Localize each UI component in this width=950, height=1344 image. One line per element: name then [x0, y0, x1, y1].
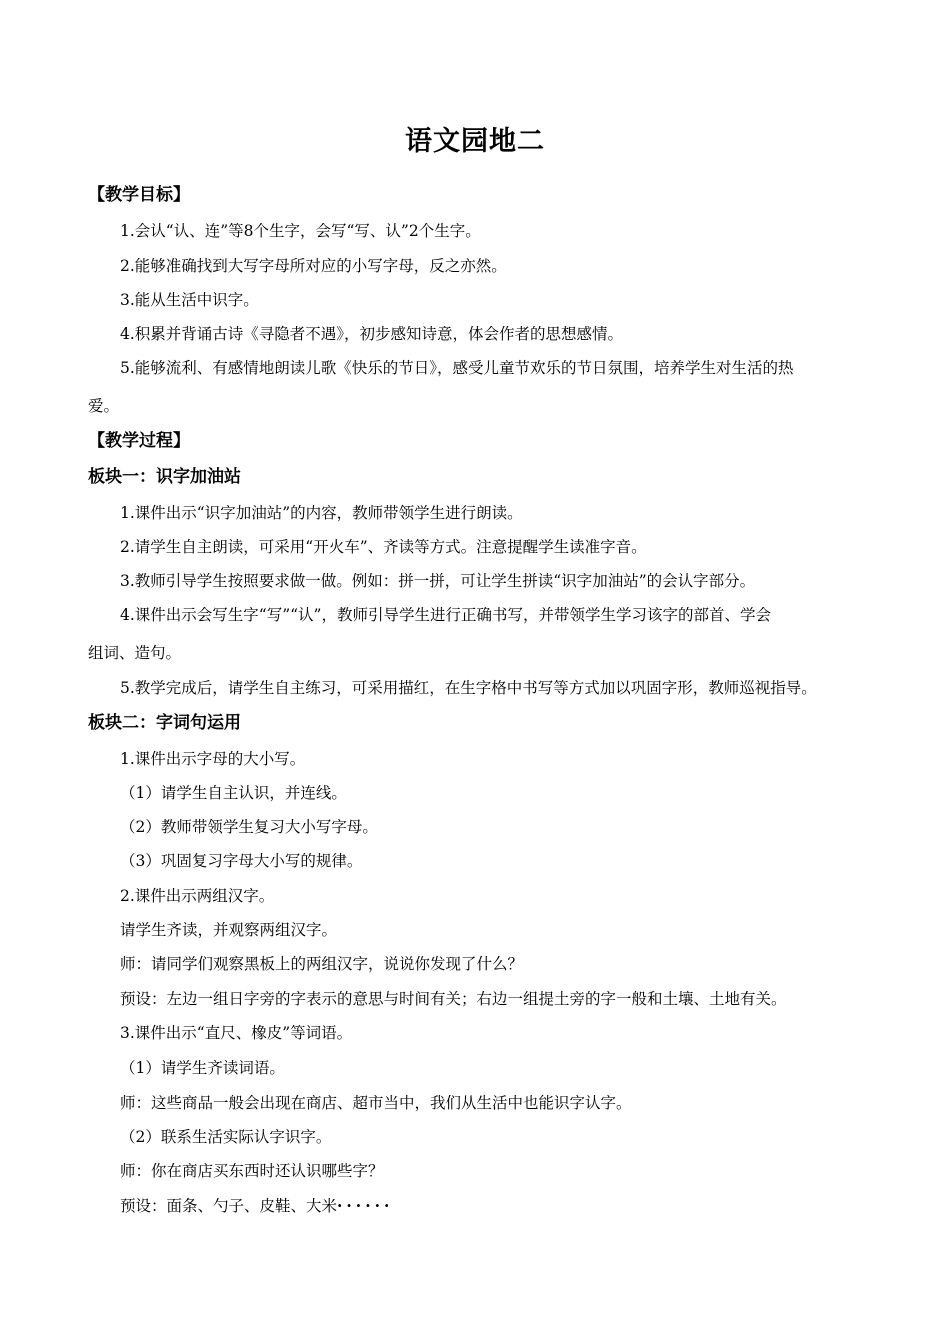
- process-heading: 【教学过程】: [88, 431, 190, 451]
- section2-heading: 板块二：字词句运用: [88, 713, 241, 733]
- section2-line: 师：这些商品一般会出现在商店、超市当中，我们从生活中也能识字认字。: [120, 1094, 632, 1112]
- section2-line: 请学生齐读，并观察两组汉字。: [120, 921, 338, 939]
- goal-item: 3.能从生活中识字。: [120, 291, 259, 309]
- section2-line: （2）联系生活实际认字识字。: [120, 1128, 332, 1146]
- section2-line: （3）巩固复习字母大小写的规律。: [120, 852, 363, 870]
- section2-line: 预设：左边一组日字旁的字表示的意思与时间有关；右边一组提土旁的字一般和土壤、土地有关。: [120, 990, 787, 1008]
- section2-line: （1）请学生齐读词语。: [120, 1059, 285, 1077]
- ellipsis-dots: ······: [337, 1196, 394, 1215]
- section2-line: 1.课件出示字母的大小写。: [120, 750, 306, 768]
- section2-line: 师：请同学们观察黑板上的两组汉字，说说你发现了什么？: [120, 955, 524, 973]
- section2-line: （2）教师带领学生复习大小写字母。: [120, 818, 378, 836]
- section1-line: 2.请学生自主朗读，可采用“开火车”、齐读等方式。注意提醒学生读准字音。: [120, 538, 647, 556]
- section1-line: 1.课件出示“识字加油站”的内容，教师带领学生进行朗读。: [120, 504, 523, 522]
- goal-item-continued: 爱。: [88, 397, 120, 415]
- section1-heading: 板块一：识字加油站: [88, 467, 241, 487]
- goals-heading: 【教学目标】: [88, 185, 190, 205]
- goal-item: 5.能够流利、有感情地朗读儿歌《快乐的节日》，感受儿童节欢乐的节日氛围，培养学生对生活的热: [120, 359, 794, 377]
- goal-item: 4.积累并背诵古诗《寻隐者不遇》，初步感知诗意，体会作者的思想感情。: [120, 325, 624, 343]
- section2-last-line-text: 预设：面条、勺子、皮鞋、大米: [120, 1197, 338, 1215]
- section2-line: 3.课件出示“直尺、橡皮”等词语。: [120, 1024, 353, 1042]
- section1-line: 5.教学完成后，请学生自主练习，可采用描红，在生字格中书写等方式加以巩固字形，教师巡视指导。: [120, 679, 817, 697]
- section2-line: 师：你在商店买东西时还认识哪些字？: [120, 1162, 384, 1180]
- section2-line: （1）请学生自主认识，并连线。: [120, 784, 347, 802]
- section1-line-continued: 组词、造句。: [88, 644, 182, 662]
- section1-line: 4.课件出示会写生字“写”“认”，教师引导学生进行正确书写，并带领学生学习该字的部首、学会: [120, 606, 771, 624]
- section2-last-line: [120, 1195, 393, 1217]
- goal-item: 1.会认“认、连”等8个生字，会写“写、认”2个生字。: [120, 222, 481, 240]
- section2-line: 2.课件出示两组汉字。: [120, 887, 275, 905]
- page-title: 语文园地二: [405, 126, 545, 157]
- goal-item: 2.能够准确找到大写字母所对应的小写字母，反之亦然。: [120, 257, 507, 275]
- section1-line: 3.教师引导学生按照要求做一做。例如：拼一拼，可让学生拼读“识字加油站”的会认字部分。: [120, 572, 756, 590]
